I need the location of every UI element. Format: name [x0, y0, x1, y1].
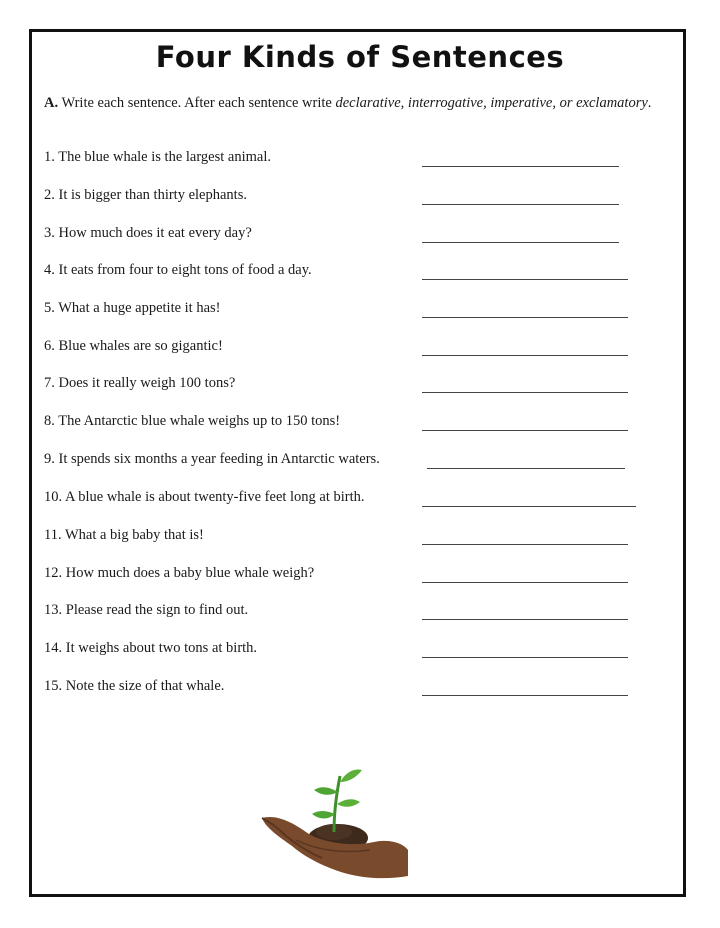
instructions-text: Write each sentence. After each sentence write [61, 95, 332, 111]
answer-line[interactable] [422, 619, 628, 620]
question-row [44, 225, 644, 245]
question-text: 12. How much does a baby blue whale weigh? [44, 565, 315, 581]
question-row [44, 451, 644, 471]
worksheet-title: Four Kinds of Sentences [155, 40, 565, 74]
question-text: 9. It spends six months a year feeding in Antarctic waters. [44, 451, 380, 467]
question-row [44, 640, 644, 660]
answer-line[interactable] [422, 506, 636, 507]
question-text: 7. Does it really weigh 100 tons? [44, 375, 236, 391]
question-text: 2. It is bigger than thirty elephants. [44, 187, 247, 203]
question-row [44, 375, 644, 395]
question-text: 10. A blue whale is about twenty-five feet long at birth. [44, 489, 365, 505]
question-row [44, 678, 644, 698]
answer-line[interactable] [427, 468, 625, 469]
hand-holding-seedling-icon [256, 762, 416, 890]
question-text: 13. Please read the sign to find out. [44, 602, 249, 618]
question-row [44, 527, 644, 547]
question-row [44, 187, 644, 207]
question-row [44, 300, 644, 320]
answer-line[interactable] [422, 392, 628, 393]
answer-line[interactable] [422, 204, 619, 205]
section-label: A. [44, 95, 59, 111]
answer-line[interactable] [422, 317, 628, 318]
question-row [44, 602, 644, 622]
question-row [44, 262, 644, 282]
answer-line[interactable] [422, 582, 628, 583]
question-row [44, 149, 644, 169]
question-text: 3. How much does it eat every day? [44, 225, 252, 241]
question-text: 11. What a big baby that is! [44, 527, 204, 543]
question-text: 15. Note the size of that whale. [44, 678, 225, 694]
question-text: 14. It weighs about two tons at birth. [44, 640, 258, 656]
question-text: 5. What a huge appetite it has! [44, 300, 221, 316]
answer-line[interactable] [422, 242, 619, 243]
question-text: 4. It eats from four to eight tons of food a day. [44, 262, 312, 278]
answer-line[interactable] [422, 430, 628, 431]
answer-line[interactable] [422, 279, 628, 280]
answer-line[interactable] [422, 695, 628, 696]
answer-line[interactable] [422, 355, 628, 356]
question-text: 8. The Antarctic blue whale weighs up to 150 tons! [44, 413, 341, 429]
instructions: A. Write each sentence. After each sentence write declarative, interrogative, imperative, or exclamatory. [44, 95, 652, 111]
answer-line[interactable] [422, 544, 628, 545]
question-row [44, 489, 644, 509]
question-row [44, 413, 644, 433]
answer-line[interactable] [422, 657, 628, 658]
answer-line[interactable] [422, 166, 619, 167]
question-row [44, 565, 644, 585]
question-row [44, 338, 644, 358]
sentence-types: declarative, interrogative, imperative, or exclamatory [335, 95, 648, 111]
question-text: 1. The blue whale is the largest animal. [44, 149, 271, 165]
question-text: 6. Blue whales are so gigantic! [44, 338, 223, 354]
